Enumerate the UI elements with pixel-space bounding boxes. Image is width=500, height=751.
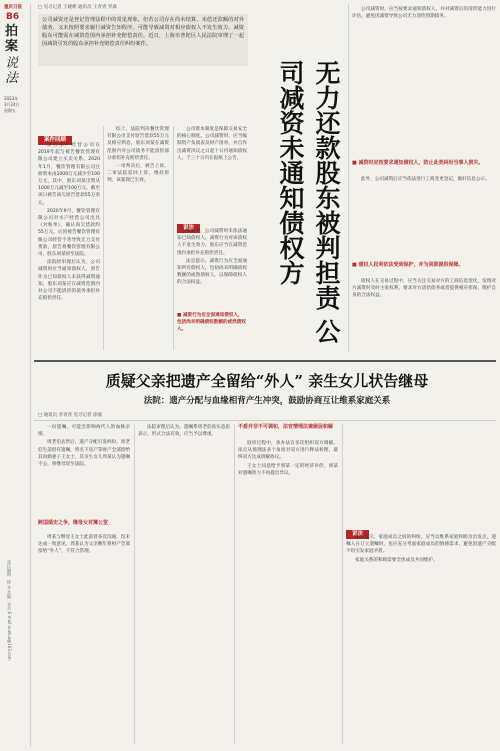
paper-name: 重庆日报 — [4, 5, 22, 10]
story2-subhead-1: 跨国婚史之争，继母女对簿公堂 — [38, 520, 109, 526]
editor-credit: 责任编辑：徐 冬 美编：邓杰 E-mail:xueluo@163.com — [7, 560, 12, 661]
story1-col4b: 此外，公司减资后应当依法进行工商变更登记，做好信息公示。 — [361, 177, 490, 182]
story1-col1: 原告水产经营公司在2019年起与被告餐饮管理有限公司建立买卖关系。2020年1月，餐饮管理有限公司注册资本由1000万元减少至100万元，其中，股东刘某出资从1000万元减至100万元。截至该日被告尚欠原告货款55万余元。 2020年9月，餐饮管理有限公司对水产经营公司出具《对账单》，确认尚欠货款约55万元。后因被告餐饮管理有限公司经营不善导致无力支付货款，原告将餐饮管理有限公司、股东刘某诉至法院。 法院经审理后认为，公司减资时应当通知债权人，原告作为已知债权人未获得减资通知，股东刘某应在减资范围内对公司不能清偿的债务承担补充赔偿责任。 — [38, 143, 100, 302]
page-number: B6 — [6, 12, 20, 22]
section-title: 拍案 — [5, 24, 19, 54]
story1-subhead-2: ■ 减资时应按要求通知债权人，防止此类纠纷当事人损失。 — [352, 160, 484, 166]
story1-col3b: 该案中，公司减资时未依法通知已知债权人，减资行为对该债权人不发生效力，股东应当在减资范围内承担补充赔偿责任。 法官提示，减资行为应全面通知所有债权人，包括尚未明确债权数额的或然债权人，以保障债权人的合法权益。 — [177, 229, 247, 286]
case-review-bar: 案件回顾 — [38, 126, 72, 145]
story2-col4: 法官提示，家庭成员之间的纠纷，应当以维系家庭和睦为出发点。遗嘱人在订立遗嘱时，也应充分考虑家庭成员的情感需求，避免因遗产分配不均引发家庭矛盾。 家庭关系的和睦需要全体成员共同维护。 — [346, 535, 496, 563]
story1-lead: 公司减资还是登记管理法程中的常见现象，但若公司存在尚未结算、未偿还款额的对外债务，又未按照要求履行减资告知程序，可能导致减资对相应债权人不发生效力。减资股东可能需在减资范围内承担补充赔偿责任。近日，上海市普陀区人民法院审理了一起因减资引发的股东承担补充赔偿责任纠纷案件。 — [42, 17, 244, 47]
story1-col4c: 债权人在交易过程中，应当关注交易对方的工商信息变化，发现对方减资时及时主张权利，要求对方清偿债务或者提供相应担保，维护自身的合法权益。 — [352, 279, 496, 299]
issue-date: 2023年 3月24日 星期五 — [4, 96, 20, 113]
story2-col2: 法院审理后认为，遗嘱系周老伯真实意思表示，形式合法有效，应当予以尊重。 — [138, 425, 230, 438]
story2-col1b: 周某与继母王女士此前曾多次沟通，均未达成一致意见。周某认为父亲晚年将财产全部留给“外人”，不符合常理。 — [38, 535, 130, 555]
story2-subheadline: 法院：遗产分配与血缘相背产生冲突，鼓励协商互让维系家庭关系 — [143, 396, 391, 406]
story2-byline: □ 通讯员 李青青 见习记者 徐嘉 — [38, 413, 102, 418]
story1-subhead-1: ■ 减资行为应全面通知债权人，包括尚未明确债权数额的或然债权人。 — [177, 313, 246, 332]
story2-col1: 一份遗嘱，可能会影响两代人的血脉亲情。 周老伯去世后，遗产分配引发纠纷。周老伯生前留有遗嘱，将名下房产等财产全部留给其再婚妻子王女士，其亲生女儿周某认为遗嘱不公，将继母诉至法院。 — [38, 425, 130, 468]
story2-law-bar: 说法 — [346, 520, 369, 539]
story1-byline: □ 见习记者 王晓彬 通讯员 王青青 罗森 — [38, 5, 117, 10]
story1-col4: 公司减资时，应当按要求通知债权人，并对减资后的清偿能力进行评估，避免因减资导致公司无力清偿到期债务。 — [352, 7, 496, 20]
story1-headline: 无力还款股东被判担责 公司减资未通知债权方 — [276, 60, 341, 344]
law-bar: 说法 — [177, 214, 200, 233]
story1-col2: 综上，法院判决餐饮管理有限公司支付原告货款55万元及相应利息，股东刘某在减资范围内对公司债务不能清偿部分承担补充赔偿责任。 一审判决后，被告上诉。二审法院驳回上诉，维持原判，该案现已生效。 — [107, 127, 169, 184]
story2-headline: 质疑父亲把遗产全留给“外人” 亲生女儿状告继母 — [105, 372, 429, 390]
story2-subhead-2: 不盾并非不可调和，法官情理法兼顾促和解 — [238, 424, 334, 430]
story2-col3: 庭审过程中，承办法官多次组织双方调解。法官从情理法多个角度对双方进行释法析理，最终双方达成调解协议。 王女士同意给予周某一定的经济补偿，周某对遗嘱效力不再提出异议。 — [238, 441, 338, 476]
section-title-2: 说法 — [5, 56, 19, 86]
story1-col3: 公司资本制度是保障交易安全的核心制度。公司减资时，应当编制资产负债表及财产清单，并自作出减资决议之日起十日内通知债权人，于三十日内在报纸上公告。 — [177, 127, 247, 161]
story1-subhead-3: ■ 债权人权利依法受到保护，并为回款提供保障。 — [352, 262, 464, 268]
